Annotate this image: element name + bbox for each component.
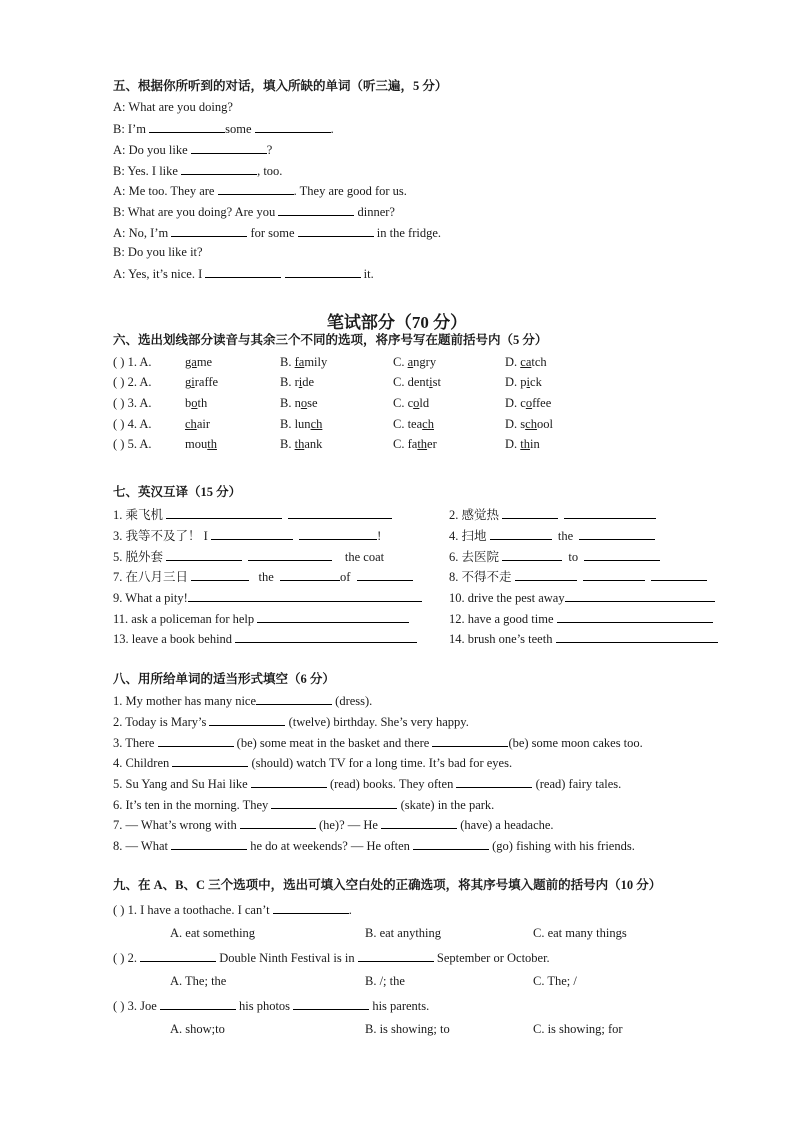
phonics-question-3	[113, 395, 152, 411]
word-part: tch	[531, 355, 547, 369]
phonics-question-5	[113, 436, 152, 452]
word-part: C. dent	[393, 375, 430, 389]
translate-q4: 4. 扫地 the	[449, 527, 655, 544]
blank[interactable]	[235, 630, 417, 643]
translate-q12: 12. have a good time	[449, 610, 713, 627]
word-part: st	[432, 375, 441, 389]
blank	[358, 949, 434, 962]
answer-bracket[interactable]: ( )	[113, 375, 125, 389]
blank[interactable]	[205, 265, 281, 278]
blank	[160, 997, 236, 1010]
word-part: B. n	[280, 396, 301, 410]
dialog-line-3: A: Do you like ?	[113, 143, 273, 157]
blank[interactable]	[515, 568, 577, 581]
blank[interactable]	[256, 692, 332, 705]
underlined-letters: i	[298, 375, 303, 389]
word-part: D.	[505, 355, 521, 369]
question-number: 2. A.	[127, 375, 152, 389]
phonics-question-2	[113, 374, 152, 390]
underlined-letters: th	[294, 437, 305, 451]
word-part: g	[185, 375, 192, 389]
choice-q3-option-b[interactable]: B. is showing; to	[365, 1022, 450, 1036]
blank[interactable]	[557, 610, 713, 623]
underlined-letters: i	[429, 375, 433, 389]
blank[interactable]	[158, 734, 234, 747]
word-part: er	[427, 437, 437, 451]
word-part: B.	[280, 437, 295, 451]
underlined-letters: ga	[185, 355, 197, 369]
word-part: me	[196, 355, 213, 369]
section-7-heading: 七、英汉互译（15 分）	[113, 485, 242, 499]
word-part: mou	[185, 437, 208, 451]
fill-q1: 1. My mother has many nice (dress).	[113, 694, 373, 708]
option-b-word[interactable]	[280, 416, 322, 432]
word-part: ank	[304, 437, 323, 451]
fill-q5: 5. Su Yang and Su Hai like (read) books. They often (read) fairy tales.	[113, 777, 622, 791]
blank[interactable]	[171, 837, 247, 850]
translate-q14: 14. brush one’s teeth	[449, 630, 718, 647]
question-number: 4. A.	[127, 417, 152, 431]
blank[interactable]	[211, 527, 293, 540]
choice-q2: ( ) 2. Double Ninth Festival is in September or October.	[113, 951, 550, 965]
blank[interactable]	[413, 837, 489, 850]
dialog-line-7: A: No, I’m for some in the fridge.	[113, 226, 442, 240]
choice-q1-option-a[interactable]: A. eat something	[170, 926, 256, 940]
fill-q4: 4. Children (should) watch TV for a long time. It’s bad for eyes.	[113, 756, 513, 770]
translate-q10: 10. drive the pest away	[449, 589, 715, 606]
answer-bracket[interactable]: ( )	[113, 437, 125, 451]
word-part: D. s	[505, 417, 526, 431]
underlined-letters: ca	[520, 355, 532, 369]
blank	[273, 901, 349, 914]
word-part: raffe	[194, 375, 219, 389]
dialog-line-9: A: Yes, it’s nice. I it.	[113, 267, 374, 281]
translate-q8: 8. 不得不走	[449, 568, 707, 585]
dialog-line-2: B: I’m some .	[113, 122, 334, 136]
blank[interactable]	[248, 548, 332, 561]
word-part: C. tea	[393, 417, 423, 431]
blank[interactable]	[584, 548, 660, 561]
word-part: ld	[419, 396, 430, 410]
translate-q9: 9. What a pity!	[113, 589, 422, 606]
blank[interactable]	[257, 610, 409, 623]
translate-q3: 3. 我等不及了！ I !	[113, 529, 382, 543]
underlined-letters: o	[300, 396, 308, 410]
underlined-letters: a	[407, 355, 414, 369]
blank[interactable]	[502, 548, 562, 561]
answer-bracket[interactable]: ( )	[113, 903, 125, 917]
word-part: de	[302, 375, 315, 389]
blank[interactable]	[456, 775, 532, 788]
word-part: ngry	[413, 355, 437, 369]
section-6-heading: 六、选出划线部分读音与其余三个不同的选项，将序号写在题前括号内（5 分）	[113, 333, 548, 347]
translate-q2: 2. 感觉热	[449, 506, 656, 523]
blank[interactable]	[381, 816, 457, 829]
blank[interactable]	[299, 527, 377, 540]
blank[interactable]	[251, 775, 327, 788]
word-part: B. lun	[280, 417, 311, 431]
translate-q11: 11. ask a policeman for help	[113, 610, 409, 627]
translate-q13: 13. leave a book behind	[113, 630, 417, 647]
fill-q2: 2. Today is Mary’s (twelve) birthday. She’s very happy.	[113, 715, 469, 729]
answer-bracket[interactable]: ( )	[113, 355, 125, 369]
translate-q1: 1. 乘飞机	[113, 506, 392, 523]
blank[interactable]	[218, 182, 294, 195]
fill-q3: 3. There (be) some meat in the basket and there (be) some moon cakes too.	[113, 736, 643, 750]
word-part: se	[307, 396, 318, 410]
answer-bracket[interactable]: ( )	[113, 417, 125, 431]
section-8-heading: 八、用所给单词的适当形式填空（6 分）	[113, 672, 335, 686]
word-part: C. fa	[393, 437, 418, 451]
word-part: ck	[530, 375, 542, 389]
word-part: C.	[393, 355, 408, 369]
blank[interactable]	[255, 120, 331, 133]
option-d-word[interactable]	[505, 436, 540, 452]
blank[interactable]	[149, 120, 225, 133]
blank[interactable]	[191, 568, 249, 581]
blank[interactable]	[271, 796, 397, 809]
word-part: mily	[304, 355, 328, 369]
underlined-letters: th	[417, 437, 428, 451]
option-b-word[interactable]	[280, 395, 318, 411]
underlined-letters: o	[413, 396, 420, 410]
word-part: ffee	[532, 396, 552, 410]
word-part: b	[185, 396, 192, 410]
blank[interactable]	[288, 506, 392, 519]
word-part: air	[196, 417, 210, 431]
choice-q3-option-c[interactable]: C. is showing; for	[533, 1022, 623, 1036]
choice-q3: ( ) 3. Joe his photos his parents.	[113, 999, 430, 1013]
choice-q3-option-a[interactable]: A. show;to	[170, 1022, 225, 1036]
choice-q2-option-b[interactable]: B. /; the	[365, 974, 405, 988]
blank[interactable]	[298, 224, 374, 237]
dialog-line-5: A: Me too. They are . They are good for us.	[113, 184, 407, 198]
word-part: th	[197, 396, 208, 410]
question-number: 5. A.	[127, 437, 152, 451]
dialog-line-6: B: What are you doing? Are you dinner?	[113, 205, 395, 219]
option-a-word[interactable]	[185, 395, 207, 411]
option-a-word[interactable]	[185, 416, 210, 432]
option-c-word[interactable]	[393, 395, 429, 411]
translate-q5: 5. 脱外套 the coat	[113, 550, 385, 564]
blank[interactable]	[172, 754, 248, 767]
word-part: B. r	[280, 375, 299, 389]
underlined-letters: o	[191, 396, 198, 410]
dialog-line-8: B: Do you like it?	[113, 245, 203, 259]
blank[interactable]	[651, 568, 707, 581]
option-c-word[interactable]	[393, 436, 437, 452]
fill-q7: 7. — What’s wrong with (he)? — He (have) a headache.	[113, 818, 554, 832]
underlined-letters: i	[526, 375, 531, 389]
blank[interactable]	[181, 162, 257, 175]
option-b-word[interactable]	[280, 436, 322, 452]
fill-q6: 6. It’s ten in the morning. They (skate) in the park.	[113, 798, 495, 812]
option-a-word[interactable]	[185, 374, 218, 390]
word-part: D.	[505, 437, 521, 451]
option-c-word[interactable]	[393, 416, 434, 432]
answer-bracket[interactable]: ( )	[113, 999, 125, 1013]
blank[interactable]	[583, 568, 645, 581]
option-d-word[interactable]	[505, 374, 542, 390]
option-b-word[interactable]	[280, 374, 314, 390]
underlined-letters: i	[191, 375, 195, 389]
question-number: 1. A.	[127, 355, 152, 369]
underlined-letters: o	[525, 396, 533, 410]
blank	[293, 997, 369, 1010]
answer-bracket[interactable]: ( )	[113, 396, 125, 410]
word-part: D. c	[505, 396, 526, 410]
option-d-word[interactable]	[505, 354, 547, 370]
word-part: D. p	[505, 375, 527, 389]
blank[interactable]	[285, 265, 361, 278]
phonics-question-4	[113, 416, 152, 432]
underlined-letters: th	[520, 437, 531, 451]
choice-q2-option-a[interactable]: A. The; the	[170, 974, 227, 988]
option-a-word[interactable]	[185, 436, 217, 452]
underlined-letters: ch	[422, 417, 434, 431]
blank[interactable]	[166, 548, 242, 561]
answer-bracket[interactable]: ( )	[113, 951, 125, 965]
blank[interactable]	[579, 527, 655, 540]
underlined-letters: fa	[294, 355, 305, 369]
translate-q6: 6. 去医院 to	[449, 548, 660, 565]
blank[interactable]	[556, 630, 718, 643]
blank[interactable]	[240, 816, 316, 829]
blank[interactable]	[490, 527, 552, 540]
blank[interactable]	[278, 203, 354, 216]
option-a-word[interactable]	[185, 354, 212, 370]
underlined-letters: th	[207, 437, 217, 451]
option-b-word[interactable]	[280, 354, 327, 370]
translate-q7: 7. 在八月三日 the of	[113, 568, 413, 585]
choice-q2-option-c[interactable]: C. The; /	[533, 974, 577, 988]
underlined-letters: ch	[185, 417, 197, 431]
blank[interactable]	[171, 224, 247, 237]
blank[interactable]	[432, 734, 508, 747]
section-9-heading: 九、在 A、B、C 三个选项中，选出可填入空白处的正确选项，将其序号填入题前的括号内（10 分）	[113, 878, 662, 892]
blank[interactable]	[166, 506, 282, 519]
option-c-word[interactable]	[393, 354, 436, 370]
blank[interactable]	[564, 506, 656, 519]
fill-q8: 8. — What he do at weekends? — He often (go) fishing with his friends.	[113, 839, 635, 853]
blank[interactable]	[280, 568, 340, 581]
dialog-line-4: B: Yes. I like , too.	[113, 164, 283, 178]
blank[interactable]	[565, 589, 715, 602]
blank[interactable]	[191, 141, 267, 154]
written-part-title: 笔试部分（70 分）	[326, 313, 468, 332]
word-part: C. c	[393, 396, 414, 410]
word-part: B.	[280, 355, 295, 369]
choice-q1: ( ) 1. I have a toothache. I can’t .	[113, 903, 352, 917]
choice-q1-option-c[interactable]: C. eat many things	[533, 926, 627, 940]
blank[interactable]	[209, 713, 285, 726]
blank[interactable]	[502, 506, 558, 519]
blank	[140, 949, 216, 962]
word-part: ool	[536, 417, 553, 431]
option-d-word[interactable]	[505, 416, 553, 432]
question-number: 3. A.	[127, 396, 152, 410]
blank[interactable]	[357, 568, 413, 581]
option-d-word[interactable]	[505, 395, 551, 411]
choice-q1-option-b[interactable]: B. eat anything	[365, 926, 442, 940]
option-c-word[interactable]	[393, 374, 441, 390]
word-part: in	[530, 437, 540, 451]
blank[interactable]	[188, 589, 422, 602]
phonics-question-1	[113, 354, 152, 370]
underlined-letters: ch	[310, 417, 323, 431]
dialog-line-1: A: What are you doing?	[113, 100, 233, 114]
underlined-letters: ch	[525, 417, 537, 431]
section-5-heading: 五、根据你所听到的对话，填入所缺的单词（听三遍，5 分）	[113, 79, 448, 93]
